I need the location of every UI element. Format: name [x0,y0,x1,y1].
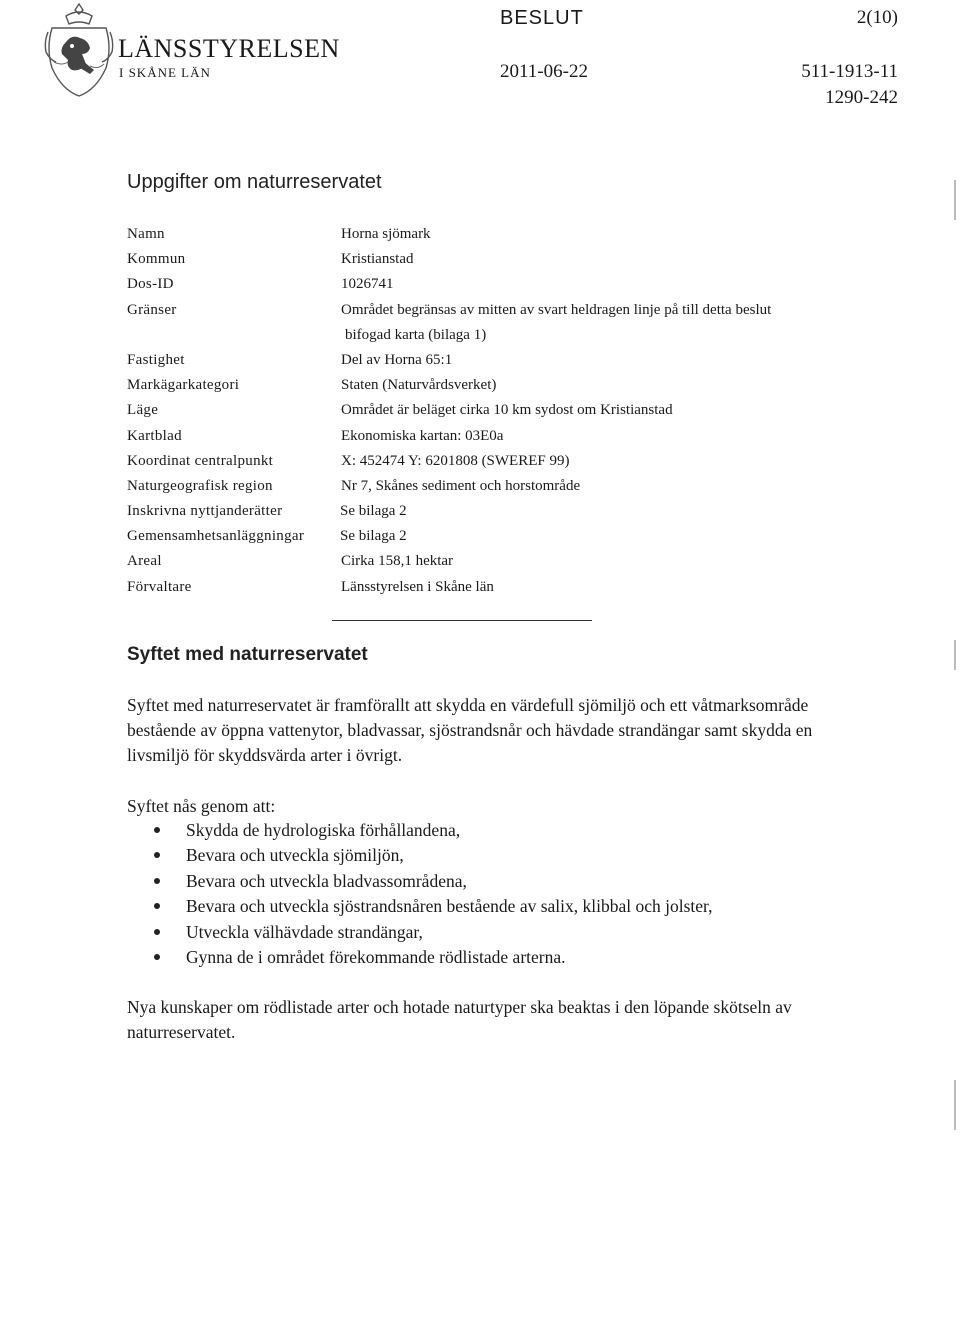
fact-label: Kommun [127,251,186,268]
list-item-text: Bevara och utveckla sjöstrandsnåren bestående av salix, klibbal och jolster, [186,896,713,917]
bullet-icon [154,827,160,833]
fact-row-usage-rights [127,502,817,527]
fact-row-name [127,225,817,250]
scan-margin-mark [954,640,956,670]
list-item [148,945,713,970]
fact-row-dos-id [127,275,817,300]
list-item [148,818,713,843]
fact-value: 1026741 [341,276,394,293]
fact-row-boundaries [127,301,817,351]
fact-row-property [127,351,817,376]
list-item-text: Gynna de i området förekommande rödlistade arterna. [186,946,566,967]
fact-label: Koordinat centralpunkt [127,452,274,469]
purpose-paragraph: Syftet med naturreservatet är framförallt att skydda en värdefull sjömiljö och ett våtmarksområde bestående av öppna vattenytor, bladvassar, sjöstrandsnår och hävdade strandängar samt skydda en livsmiljö för skyddsvärda arter i övrigt. [127,695,813,765]
bullet-icon [154,929,160,935]
fact-value-line2: bifogad karta (bilaga 1) [345,326,487,343]
document-date: 2011-06-22 [500,61,588,82]
fact-value: Se bilaga 2 [340,528,407,545]
bullet-icon [154,903,160,909]
section-divider [332,620,592,621]
section-heading-details: Uppgifter om naturreservatet [127,171,382,193]
fact-label: Kartblad [127,427,182,444]
bullet-icon [154,852,160,858]
list-item [148,869,713,894]
fact-value-line1: Området begränsas av mitten av svart heldragen linje på till detta beslut [341,301,772,318]
fact-value: Del av Horna 65:1 [341,351,453,368]
fact-row-coordinates [127,452,817,477]
fact-label: Dos-ID [127,276,174,293]
fact-value: Nr 7, Skånes sediment och horstområde [341,477,581,494]
fact-value: Cirka 158,1 hektar [341,553,454,570]
fact-value: Ekonomiska kartan: 03E0a [341,427,504,444]
fact-value: Kristianstad [341,251,414,268]
fact-value: Horna sjömark [341,226,431,242]
fact-label: Inskrivna nyttjanderätter [127,503,283,520]
fact-row-manager [127,578,817,603]
list-item-text: Bevara och utveckla sjömiljön, [186,845,404,866]
document-reference: 511-1913-11 [801,61,898,82]
list-item-text: Utveckla välhävdade strandängar, [186,921,423,942]
purpose-lead: Syftet nås genom att: [127,796,276,816]
fact-label: Läge [127,402,159,419]
fact-row-owner-category [127,376,817,401]
fact-row-location [127,401,817,426]
list-item [148,920,713,945]
fact-value: X: 452474 Y: 6201808 (SWEREF 99) [341,452,570,469]
page-number: 2(10) [856,7,898,28]
bullet-icon [154,878,160,884]
fact-label: Namn [127,226,165,242]
fact-label: Fastighet [127,351,185,368]
document-reference-secondary: 1290-242 [825,87,898,108]
fact-value [341,301,771,344]
fact-value: Området är beläget cirka 10 km sydost om Kristianstad [341,402,673,419]
fact-label: Förvaltare [127,578,192,595]
fact-label: Markägarkategori [127,377,240,394]
scan-margin-mark [954,180,956,220]
fact-label: Gränser [127,301,177,318]
agency-name: LÄNSSTYRELSEN [118,34,340,63]
fact-label: Naturgeografisk region [127,477,273,494]
list-item [148,843,713,868]
fact-row-map-sheet [127,427,817,452]
fact-label: Areal [127,553,162,570]
fact-row-area [127,552,817,577]
fact-label: Gemensamhetsanläggningar [127,528,305,545]
section-heading-purpose: Syftet med naturreservatet [127,644,368,665]
scan-margin-mark [954,1080,956,1130]
fact-row-region [127,477,817,502]
skane-coat-of-arms-icon [44,2,114,98]
purpose-list [148,818,713,970]
bullet-icon [154,954,160,960]
document-type: BESLUT [500,7,584,29]
fact-row-municipality [127,250,817,275]
list-item-text: Skydda de hydrologiska förhållandena, [186,820,461,840]
closing-paragraph: Nya kunskaper om rödlistade arter och hotade naturtyper ska beaktas i den löpande skötseln av naturreservatet. [127,997,792,1042]
fact-value: Länsstyrelsen i Skåne län [341,578,494,595]
list-item-text: Bevara och utveckla bladvassområdena, [186,870,467,891]
fact-value: Se bilaga 2 [340,503,407,520]
facts-table [127,225,817,603]
fact-value: Staten (Naturvårdsverket) [341,377,497,394]
fact-row-joint-facilities [127,527,817,552]
agency-county: I SKÅNE LÄN [119,65,211,80]
list-item [148,894,713,919]
